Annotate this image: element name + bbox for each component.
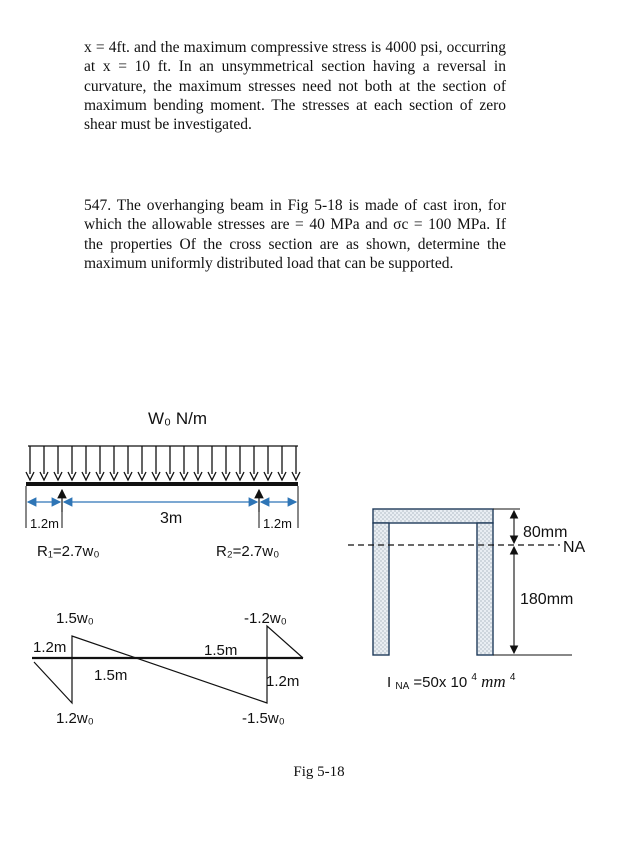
- beam: [26, 482, 298, 486]
- span-left-label: 1.2m: [30, 516, 59, 531]
- distributed-load: [26, 446, 300, 480]
- shear-mid-upper-label: 1.5m: [204, 642, 238, 659]
- inertia-value: =50x 10: [413, 674, 468, 691]
- cross-section: [373, 509, 493, 655]
- section-dim-top-label: 80mm: [523, 524, 568, 541]
- inertia-subscript: NA: [395, 681, 410, 692]
- paragraph-continuation: x = 4ft. and the maximum compressive stress is 4000 psi, occurring at x = 10 ft. In an unsymmetrical section having a reversal in curvature, the maximum stresses need not both at the section of maximum bending moment. The stresses at each section of zero shear must be investigated.: [84, 39, 506, 134]
- shear-side-right-label: 1.2m: [266, 673, 300, 690]
- shear-top-right-label: -1.2w₀: [244, 610, 287, 627]
- neutral-axis-label: NA: [563, 539, 586, 556]
- span-middle-label: 3m: [160, 510, 183, 527]
- section-dim-bottom-label: 180mm: [520, 591, 574, 608]
- problem-547-statement: 547. The overhanging beam in Fig 5-18 is made of cast iron, for which the allowable stresses are = 40 MPa and σc = 100 MPa. If the properties Of the cross section are as shown, determine the maximum uniformly distributed load that can be supported.: [84, 197, 506, 272]
- shear-bottom-right-label: -1.5w₀: [242, 710, 285, 727]
- shear-bottom-left-label: 1.2w₀: [56, 710, 94, 727]
- shear-diagram: [34, 626, 303, 703]
- moment-of-inertia: [387, 667, 516, 693]
- shear-top-left-label: 1.5w₀: [56, 610, 94, 627]
- inertia-unit: mm: [481, 672, 506, 691]
- figure-caption: Fig 5-18: [293, 764, 345, 780]
- load-label: W₀ N/m: [148, 409, 207, 428]
- shear-mid-lower-left-label: 1.5m: [94, 667, 128, 684]
- shear-side-left-label: 1.2m: [33, 639, 67, 656]
- reaction-left-label: R₁=2.7w₀: [37, 543, 100, 560]
- inertia-unit-exponent: 4: [509, 672, 516, 683]
- span-right-label: 1.2m: [263, 516, 292, 531]
- inertia-prefix: I: [387, 674, 392, 691]
- reaction-right-label: R₂=2.7w₀: [216, 543, 280, 560]
- inertia-exponent: 4: [471, 672, 477, 683]
